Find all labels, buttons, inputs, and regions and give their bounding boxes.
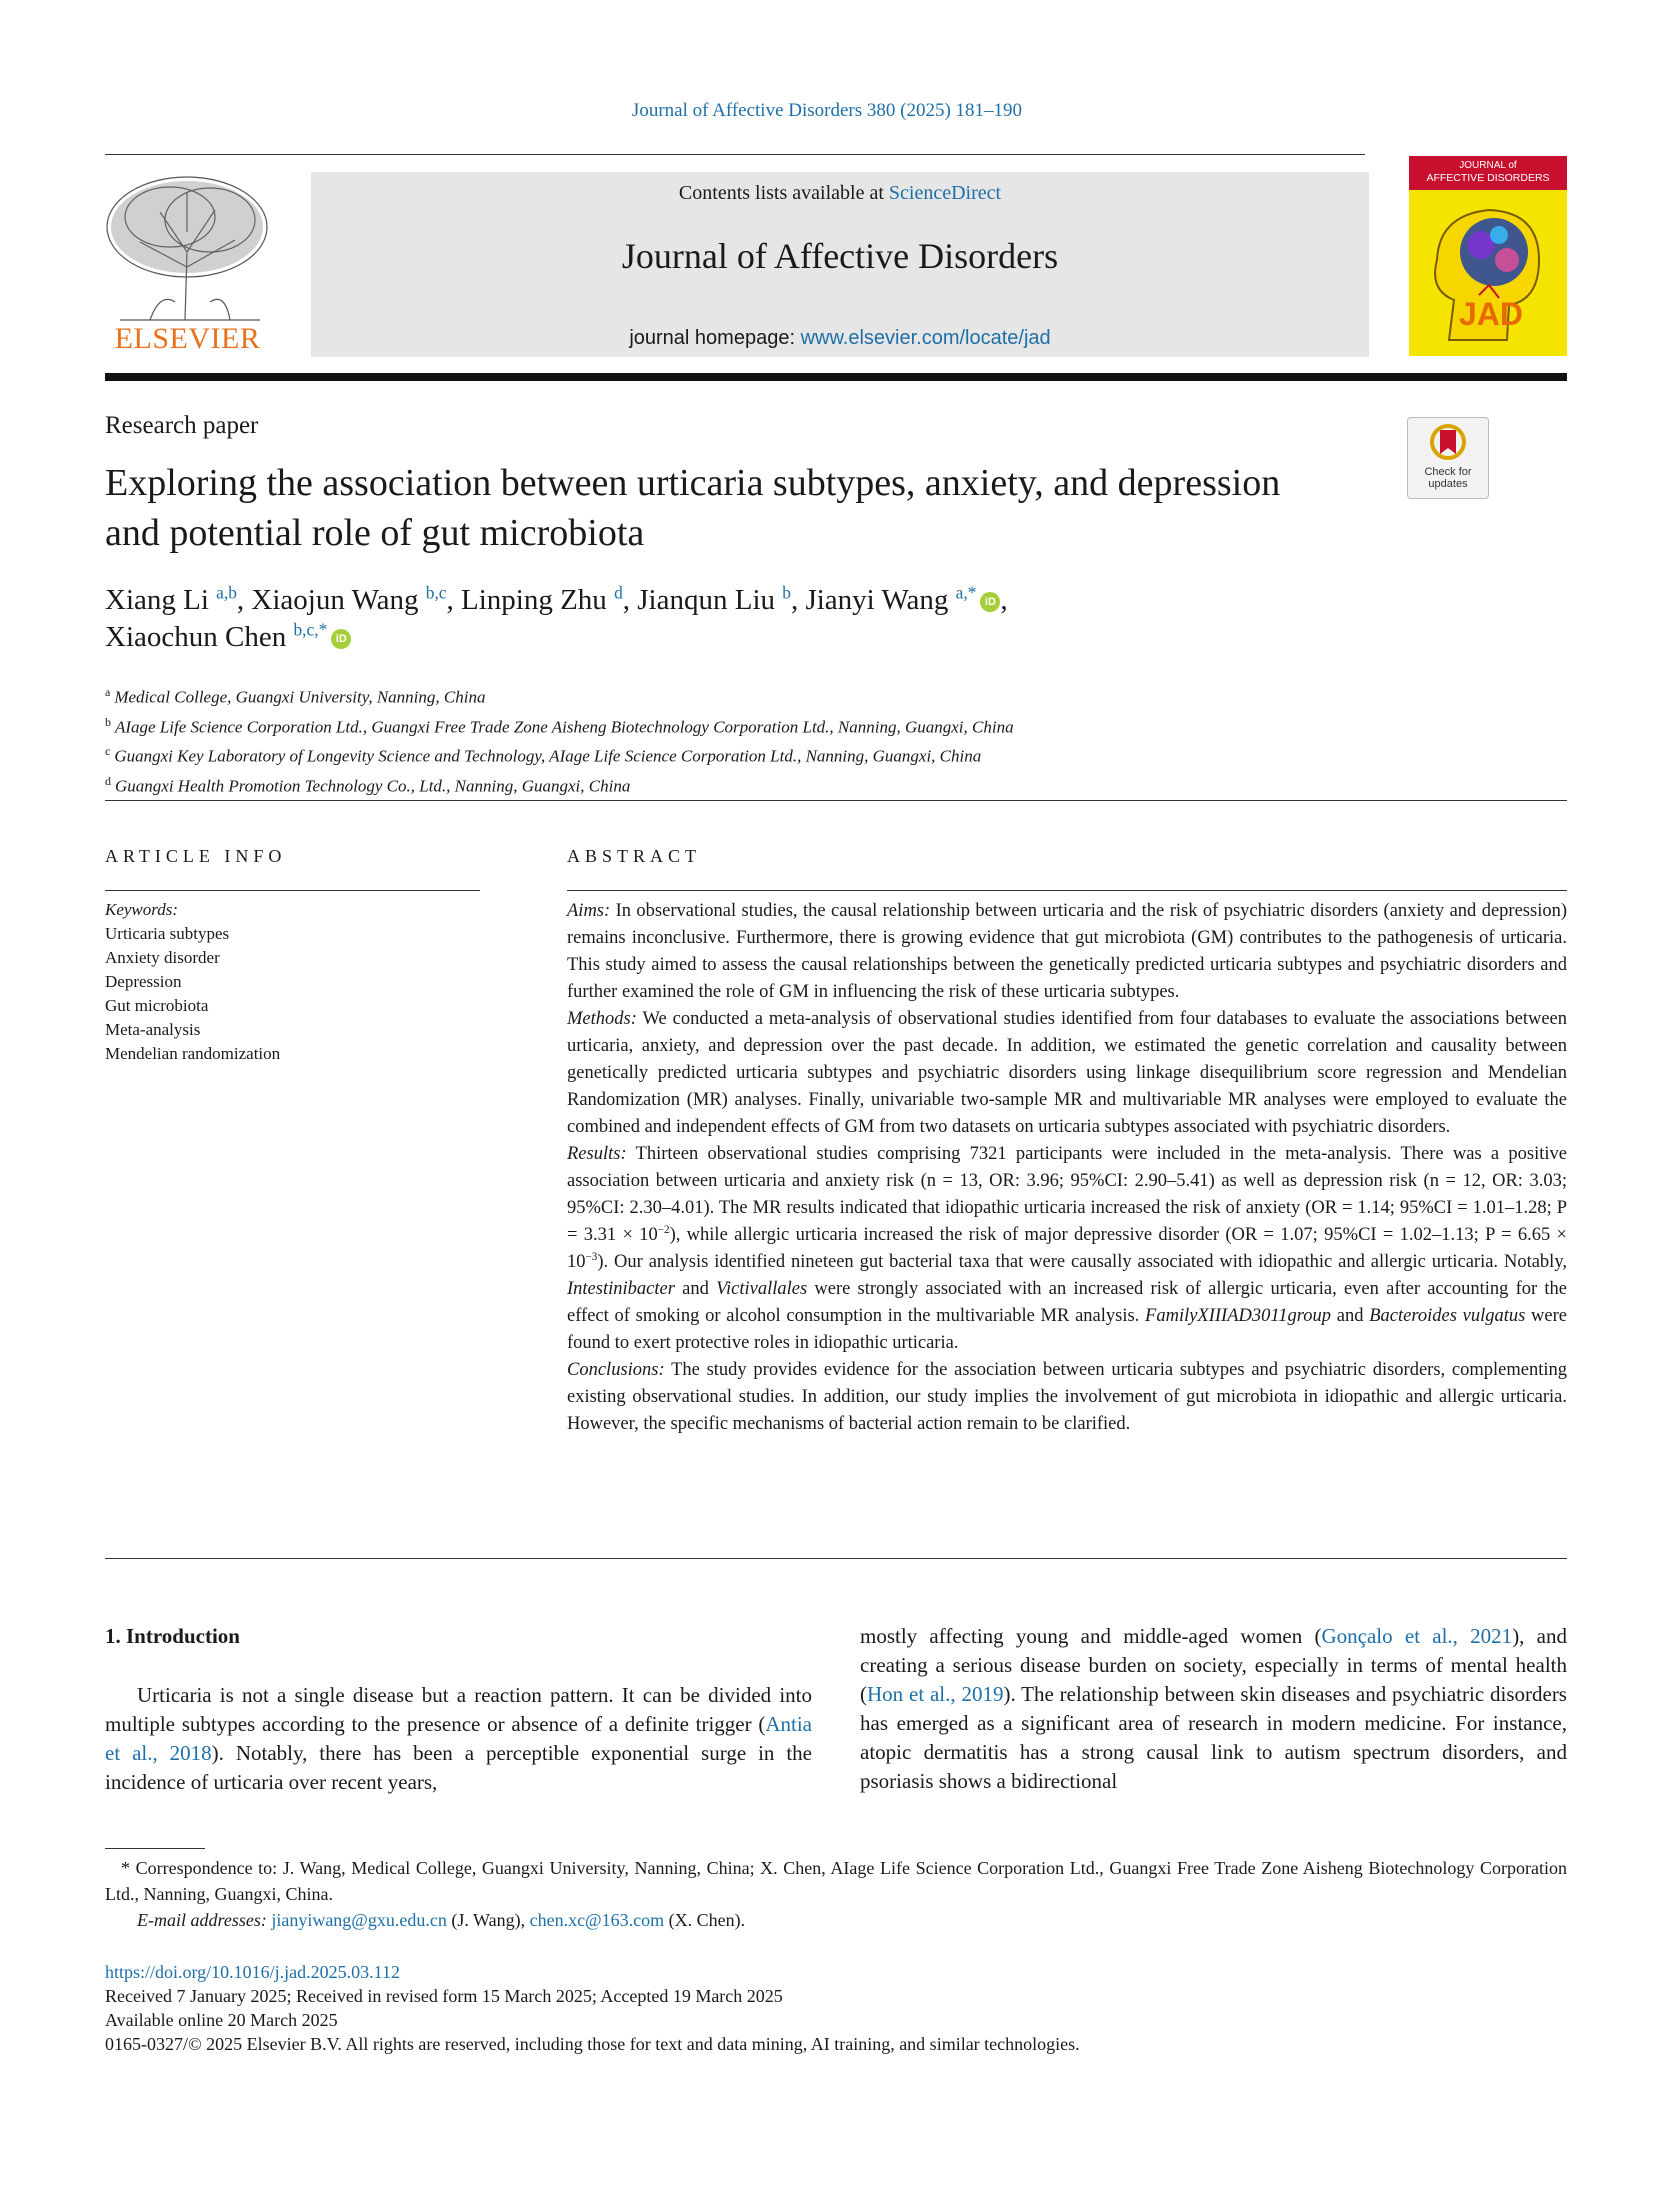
taxon-name: Bacteroides vulgatus <box>1369 1306 1526 1326</box>
affiliation-key: d <box>105 773 111 788</box>
citation-link[interactable]: Gonçalo et al., 2021 <box>1321 1624 1513 1648</box>
abstract-rule <box>567 890 1567 891</box>
header-rule <box>105 154 1365 155</box>
author-name[interactable]: Xiang Li <box>105 584 209 616</box>
publication-info <box>105 1960 1567 2056</box>
keyword-item: Depression <box>105 972 182 991</box>
affiliation-key: c <box>105 744 111 759</box>
methods-text: We conducted a meta-analysis of observational studies identified from four databases to evaluate the associations between urticaria, anxiety, and depression over the past decade. In addition, we estimated the genetic correlation and causality between genetically predicted urticaria subtypes and psychiatric disorders using linkage disequilibrium score regression and Mendelian Randomization (MR) analyses. Finally, univariable two-sample MR and multivariable MR analyses were employed to evaluate the combined and independent effects of GM from two datasets on urticaria subtypes associated with psychiatric disorders. <box>567 1009 1567 1137</box>
results-text: and <box>1331 1306 1370 1326</box>
check-badge-line2: updates <box>1428 478 1468 490</box>
results-text: Thirteen observational studies comprising 7321 participants were included in the meta-analysis. There was a positive association between urticaria and anxiety risk (n = 13, OR: 3.96; 95%CI: 2.90–5.41) as well as depression risk (n = 12, OR: 3.03; 95%CI: 2.30–4.01). The MR results indicated that idiopathic urticaria increased the risk of anxiety (OR = 1.14; 95%CI = 1.01–1.28; P = 3.31 × 10 <box>567 1144 1567 1245</box>
abstract-end-rule <box>105 1558 1567 1559</box>
email-link[interactable]: jianyiwang@gxu.edu.cn <box>271 1910 447 1930</box>
intro-left-column <box>105 1622 812 1797</box>
keyword-item: Urticaria subtypes <box>105 924 230 943</box>
keyword-item: Gut microbiota <box>105 996 209 1015</box>
methods-label: Methods: <box>567 1009 637 1029</box>
results-text: ). Our analysis identified nineteen gut bacterial taxa that were causally associated with idiopathic and allergic urticaria. Notably, <box>597 1252 1567 1272</box>
article-title: Exploring the association between urticaria subtypes, anxiety, and depression and potential role of gut microbiota <box>105 462 1281 554</box>
abstract-results <box>567 1141 1567 1357</box>
author-affiliation-marker[interactable]: b <box>782 582 791 603</box>
intro-text: ). The relationship between skin diseases and psychiatric disorders has emerged as a significant area of research in modern medicine. For instance, atopic dermatitis has a strong causal link to autism spectrum disorders, and psoriasis shows a bidirectional <box>860 1682 1567 1793</box>
article-info-rule <box>105 890 480 891</box>
keyword-item: Meta-analysis <box>105 1020 201 1039</box>
intro-right-column <box>860 1622 1567 1796</box>
conclusions-text: The study provides evidence for the association between urticaria subtypes and psychiatric disorders, complementing existing observational studies. In addition, our study implies the involvement of gut microbiota in idiopathic and allergic urticaria. However, the specific mechanisms of bacterial action remain to be clarified. <box>567 1360 1567 1434</box>
affiliation-text: Guangxi Key Laboratory of Longevity Science and Technology, AIage Life Science Corporation Ltd., Nanning, Guangxi, China <box>114 746 982 766</box>
sciencedirect-link[interactable]: ScienceDirect <box>888 182 1002 204</box>
affiliation-item <box>105 710 1405 740</box>
affiliation-item <box>105 739 1405 769</box>
results-exponent: −3 <box>585 1250 598 1263</box>
journal-name: Journal of Affective Disorders <box>621 236 1059 276</box>
email-link[interactable]: chen.xc@163.com <box>529 1910 665 1930</box>
affiliation-item <box>105 769 1405 799</box>
intro-text: ), and creating a serious disease burden on society, especially in terms of mental health ( <box>860 1624 1567 1706</box>
intro-paragraph <box>105 1681 812 1797</box>
contents-line <box>311 182 1369 205</box>
author-name[interactable]: Jianqun Liu <box>637 584 776 616</box>
author-affiliation-marker[interactable]: a,* <box>955 582 977 603</box>
author-name[interactable]: Jianyi Wang <box>805 584 949 616</box>
available-online: Available online 20 March 2025 <box>105 2010 338 2030</box>
contents-prefix: Contents lists available at <box>678 182 889 204</box>
citation-link[interactable]: Antia et al., 2018 <box>105 1712 812 1765</box>
correspondence-footnote <box>105 1855 1567 1933</box>
keywords-label: Keywords: <box>105 900 179 919</box>
email-line <box>105 1907 1567 1933</box>
email-label: E-mail addresses: <box>137 1910 267 1930</box>
check-for-updates-button[interactable] <box>1407 417 1489 499</box>
elsevier-tree-icon <box>100 172 275 322</box>
abstract-body <box>567 898 1567 1438</box>
author-list: Xiang Li $^{a,b}$, Xiaojun Wang $^{b,c}$, Linping Zhu $^d$, Jianqun Liu $^b$, Jianyi Wang $^{a,*}$ iD , Xiaochun Chen $^{b,c,*}$ iD <box>105 582 1008 653</box>
aims-label: Aims: <box>567 901 611 921</box>
footnote-rule <box>105 1848 205 1849</box>
cover-title-line2: AFFECTIVE DISORDERS <box>1426 172 1550 184</box>
check-badge-text <box>1408 466 1488 490</box>
intro-paragraph <box>860 1622 1567 1796</box>
keyword-item: Anxiety disorder <box>105 948 220 967</box>
author-name[interactable]: Linping Zhu <box>461 584 607 616</box>
conclusions-label: Conclusions: <box>567 1360 665 1380</box>
check-badge-line1: Check for <box>1424 466 1472 478</box>
author-name[interactable]: Xiaochun Chen <box>105 621 287 653</box>
intro-text: Urticaria is not a single disease but a reaction pattern. It can be divided into multiple subtypes according to the presence or absence of a definite trigger ( <box>105 1683 812 1736</box>
journal-cover[interactable] <box>1409 156 1567 356</box>
journal-banner <box>311 172 1369 357</box>
author-affiliation-marker[interactable]: b,c,* <box>293 619 328 640</box>
affiliation-item <box>105 680 1405 710</box>
orcid-icon[interactable]: iD <box>980 592 1000 612</box>
homepage-link[interactable]: www.elsevier.com/locate/jad <box>800 327 1051 349</box>
results-text: were found to exert protective roles in idiopathic urticaria. <box>567 1306 1568 1353</box>
homepage-prefix: journal homepage: <box>629 327 801 349</box>
taxon-name: Victivallales <box>716 1279 808 1299</box>
copyright-notice: 0165-0327/© 2025 Elsevier B.V. All rights are reserved, including those for text and data mining, AI training, and similar technologies. <box>105 2034 1080 2054</box>
citation-link[interactable]: Hon et al., 2019 <box>867 1682 1004 1706</box>
cover-title-bar <box>1409 156 1567 190</box>
elsevier-wordmark: ELSEVIER <box>114 322 261 355</box>
results-text: were strongly associated with an increased risk of allergic urticaria, even after accounting for the effect of smoking or alcohol consumption in the multivariable MR analysis. <box>567 1279 1567 1326</box>
affiliation-text: AIage Life Science Corporation Ltd., Guangxi Free Trade Zone Aisheng Biotechnology Corporation Ltd., Nanning, Guangxi, China <box>115 717 1014 737</box>
doi-link[interactable]: https://doi.org/10.1016/j.jad.2025.03.112 <box>105 1962 401 1982</box>
abstract-heading: ABSTRACT <box>567 846 702 866</box>
affiliation-key: b <box>105 714 111 729</box>
elsevier-logo[interactable] <box>100 172 275 362</box>
email-owner: (J. Wang), <box>446 1910 530 1930</box>
results-label: Results: <box>567 1144 627 1164</box>
author-affiliation-marker[interactable]: b,c <box>425 582 447 603</box>
intro-text: ). Notably, there has been a perceptible exponential surge in the incidence of urticaria over recent years, <box>105 1741 812 1794</box>
keywords-block <box>105 898 280 1066</box>
intro-heading: 1. Introduction <box>105 1624 240 1648</box>
cover-abbrev: JAD <box>1459 296 1524 332</box>
received-dates: Received 7 January 2025; Received in revised form 15 March 2025; Accepted 19 March 2025 <box>105 1986 783 2006</box>
abstract-conclusions <box>567 1357 1567 1438</box>
orcid-icon[interactable]: iD <box>331 629 351 649</box>
running-head[interactable]: Journal of Affective Disorders 380 (2025) 181–190 <box>631 100 1023 121</box>
correspondence-text: * Correspondence to: J. Wang, Medical College, Guangxi University, Nanning, China; X. Chen, AIage Life Science Corporation Ltd., Guangxi Free Trade Zone Aisheng Biotechnology Corporation Ltd., Nanning, Guangxi, China. <box>105 1858 1567 1904</box>
header-thick-rule <box>105 373 1567 381</box>
author-affiliation-marker[interactable]: a,b <box>216 582 237 603</box>
affiliation-list <box>105 680 1405 799</box>
homepage-line <box>311 327 1369 350</box>
results-text: ), while allergic urticaria increased the risk of major depressive disorder (OR = 1.07; 95%CI = 1.02–1.13; P = 6.65 × 10 <box>567 1225 1567 1272</box>
affiliation-text: Guangxi Health Promotion Technology Co., Ltd., Nanning, Guangxi, China <box>115 776 631 796</box>
taxon-name: FamilyXIIIAD3011group <box>1145 1306 1332 1326</box>
taxon-name: Intestinibacter <box>567 1279 675 1299</box>
article-type: Research paper <box>105 412 259 439</box>
affiliation-key: a <box>105 685 111 699</box>
cover-title-line1: JOURNAL of <box>1459 160 1517 171</box>
keyword-item: Mendelian randomization <box>105 1044 281 1063</box>
results-text: and <box>674 1279 717 1299</box>
aims-text: In observational studies, the causal relationship between urticaria and the risk of psychiatric disorders (anxiety and depression) remains inconclusive. Furthermore, there is growing evidence that gut microbiota (GM) contributes to the pathogenesis of urticaria. This study aimed to assess the causal relationships between the genetically predicted urticaria subtypes and psychiatric disorders and further examined the role of GM in influencing the risk of these urticaria subtypes. <box>567 901 1567 1002</box>
bookmark-icon <box>1430 424 1466 464</box>
author-affiliation-marker[interactable]: d <box>614 582 623 603</box>
abstract-methods <box>567 1006 1567 1141</box>
affiliation-text: Medical College, Guangxi University, Nanning, China <box>114 687 486 707</box>
author-name[interactable]: Xiaojun Wang <box>251 584 419 616</box>
intro-text: mostly affecting young and middle-aged women ( <box>860 1624 1322 1648</box>
abstract-aims <box>567 898 1567 1006</box>
article-info-heading: ARTICLE INFO <box>105 846 287 866</box>
email-owner: (X. Chen). <box>664 1910 746 1930</box>
results-exponent: −2 <box>657 1223 670 1236</box>
affiliation-rule <box>105 800 1567 801</box>
